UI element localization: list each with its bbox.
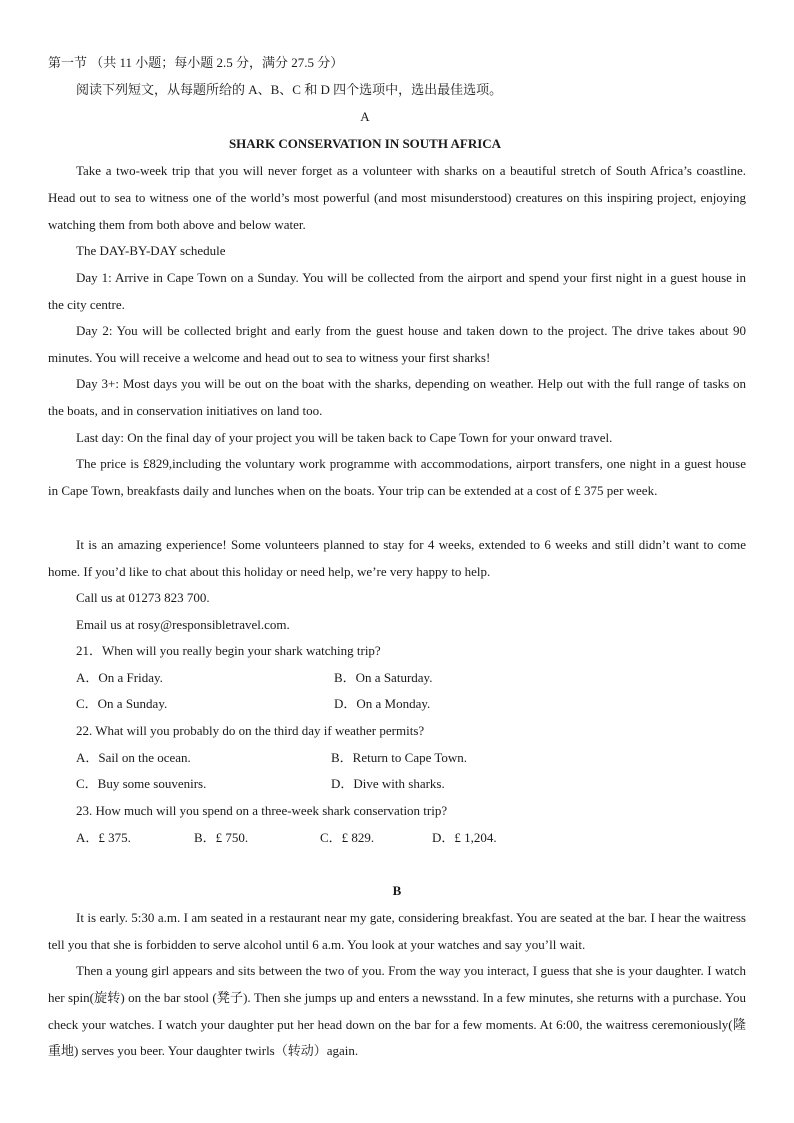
question-23-option-b[interactable]: B．£ 750. (194, 830, 249, 845)
schedule-heading: The DAY-BY-DAY schedule (76, 243, 226, 258)
question-23-option-a[interactable]: A．£ 375. (76, 830, 131, 845)
question-21-option-c[interactable]: C．On a Sunday. (76, 696, 168, 711)
schedule-day2: Day 2: You will be collected bright and early from the guest house and taken down to the project. The drive takes about 90 minutes. You will receive a welcome and head out to sea to witness your first sharks! (48, 323, 746, 365)
schedule-day1: Day 1: Arrive in Cape Town on a Sunday. You will be collected from the airport and spend your first night in a guest house in the city centre. (48, 270, 746, 312)
instructions: 阅读下列短文，从每题所给的 A、B、C 和 D 四个选项中，选出最佳选项。 (76, 82, 503, 97)
passage-a-intro: Take a two-week trip that you will never forget as a volunteer with sharks on a beautiful stretch of South Africa’s coastline. Head out to sea to witness one of the world’s most powerful (and most misunderstood) creatures on this inspiring project, enjoying watching them from both above and below water. (48, 163, 746, 232)
question-22-option-d[interactable]: D．Dive with sharks. (331, 776, 445, 791)
section-header: 第一节 （共 11 小题；每小题 2.5 分，满分 27.5 分） (48, 55, 344, 70)
contact-phone: Call us at 01273 823 700. (76, 590, 210, 605)
schedule-day3: Day 3+: Most days you will be out on the boat with the sharks, depending on weather. Help out with the full range of tasks on the boats, and in conservation initiatives on land too. (48, 376, 746, 418)
passage-a-letter: A (360, 109, 370, 124)
question-21-option-b[interactable]: B．On a Saturday. (334, 670, 433, 685)
question-23-option-c[interactable]: C．£ 829. (320, 830, 375, 845)
question-21-option-a[interactable]: A．On a Friday. (76, 670, 163, 685)
question-23-stem: 23. How much will you spend on a three-week shark conservation trip? (76, 803, 448, 818)
price-paragraph: The price is £829,including the voluntary work programme with accommodations, airport transfers, one night in a guest house in Cape Town, breakfasts daily and lunches when on the boats. Your trip can be extended at a cost of £ 375 per week. (48, 456, 746, 498)
question-22-option-a[interactable]: A．Sail on the ocean. (76, 750, 191, 765)
question-22-stem: 22. What will you probably do on the third day if weather permits? (76, 723, 425, 738)
experience-paragraph: It is an amazing experience! Some volunteers planned to stay for 4 weeks, extended to 6 weeks and still didn’t want to come home. If you’d like to chat about this holiday or need help, we’re very happy to help. (48, 537, 746, 579)
contact-email: Email us at rosy@responsibletravel.com. (76, 617, 290, 632)
question-21-option-d[interactable]: D．On a Monday. (334, 696, 431, 711)
question-23-option-d[interactable]: D．£ 1,204. (432, 830, 497, 845)
question-21-stem: 21．When will you really begin your shark watching trip? (76, 643, 381, 658)
passage-b-paragraph-1: It is early. 5:30 a.m. I am seated in a restaurant near my gate, considering breakfast. You are seated at the bar. I hear the waitress tell you that she is forbidden to serve alcohol until 6 a.m. You look at your watches and say you’ll wait. (48, 910, 746, 952)
schedule-last-day: Last day: On the final day of your project you will be taken back to Cape Town for your onward travel. (76, 430, 613, 445)
passage-a-title: SHARK CONSERVATION IN SOUTH AFRICA (228, 136, 502, 151)
passage-b-letter: B (392, 883, 402, 898)
question-22-option-c[interactable]: C．Buy some souvenirs. (76, 776, 207, 791)
question-22-option-b[interactable]: B．Return to Cape Town. (331, 750, 468, 765)
passage-b-paragraph-2: Then a young girl appears and sits between the two of you. From the way you interact, I guess that she is your daughter. I watch her spin(旋转) on the bar stool (凳子). Then she jumps up and enters a newsstand. In a few minutes, she returns with a purchase. You check your watches. I watch your daughter put her head down on the bar for a few moments. At 6:00, the waitress ceremoniously(隆重地) serves you beer. Your daughter twirls（转动）again. (48, 963, 746, 1059)
